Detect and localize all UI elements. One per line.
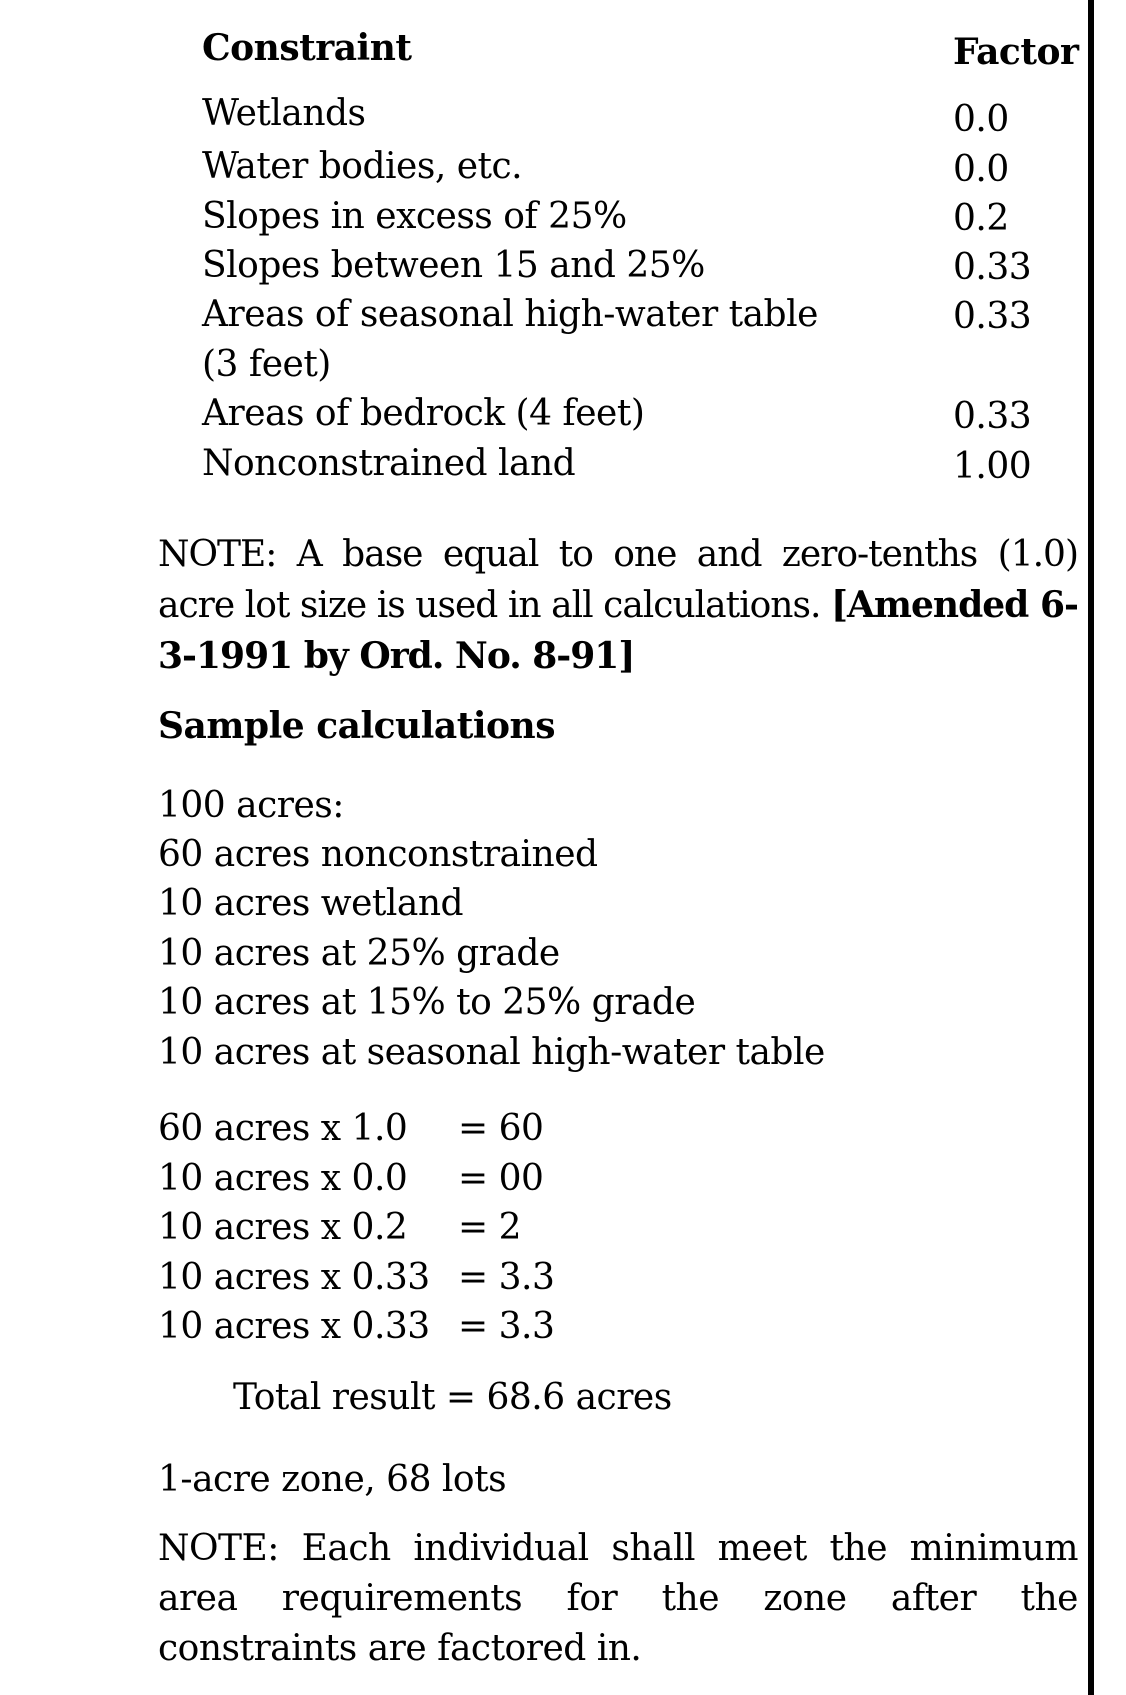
table-row-factor: 0.33 <box>953 296 1032 337</box>
total-result: Total result = 68.6 acres <box>233 1377 672 1418</box>
sample-line: 10 acres wetland <box>158 883 464 924</box>
table-row-constraint: Nonconstrained land <box>202 443 576 484</box>
note-text: NOTE: A base equal to one and zero-tenths (1.0) acre lot size is used in all calculations. <box>158 534 1078 626</box>
sample-line: 60 acres nonconstrained <box>158 834 598 875</box>
calculation-result: = 3.3 <box>458 1257 555 1298</box>
table-header-factor: Factor <box>953 31 1079 73</box>
sample-line: 100 acres: <box>158 785 344 826</box>
sample-line: 10 acres at 25% grade <box>158 933 560 974</box>
page-border-line <box>1088 0 1094 1695</box>
calculation-left-side: 10 acres x 0.2 <box>158 1207 408 1248</box>
calculation-left-side: 10 acres x 0.33 <box>158 1306 430 1347</box>
table-row-constraint: Slopes in excess of 25% <box>202 196 627 237</box>
calculation-result: = 2 <box>458 1207 522 1248</box>
table-row-factor: 0.0 <box>953 99 1009 140</box>
calculation-left-side: 60 acres x 1.0 <box>158 1108 408 1149</box>
table-row-factor: 0.33 <box>953 396 1032 437</box>
table-row-constraint: Areas of bedrock (4 feet) <box>202 393 645 434</box>
table-row-factor: 0.2 <box>953 198 1009 239</box>
note-amendment: [Amended 6-3-1991 by Ord. No. 8-91] <box>158 584 1078 677</box>
sample-line: 10 acres at 15% to 25% grade <box>158 982 696 1023</box>
calculation-left-side: 10 acres x 0.33 <box>158 1257 430 1298</box>
sample-calculations-heading: Sample calculations <box>158 705 555 747</box>
zone-lot-count: 1-acre zone, 68 lots <box>158 1459 507 1500</box>
calculation-left-side: 10 acres x 0.0 <box>158 1158 408 1199</box>
table-row-constraint: Slopes between 15 and 25% <box>202 245 705 286</box>
table-row-constraint: Areas of seasonal high-water table <box>202 294 818 335</box>
table-row-factor: 0.0 <box>953 149 1009 190</box>
table-row-constraint-continuation: (3 feet) <box>202 344 331 385</box>
table-row-constraint: Wetlands <box>202 93 366 134</box>
calculation-result: = 60 <box>458 1108 544 1149</box>
table-row-factor: 0.33 <box>953 247 1032 288</box>
calculation-result: = 00 <box>458 1158 544 1199</box>
table-row-factor: 1.00 <box>953 446 1032 487</box>
note-minimum-area: NOTE: Each individual shall meet the minimum area requirements for the zone after the constraints are factored in. <box>158 1528 1078 1669</box>
table-row-constraint: Water bodies, etc. <box>202 146 523 187</box>
note-base-lot-size <box>158 530 1078 682</box>
table-header-constraint: Constraint <box>202 27 412 69</box>
sample-line: 10 acres at seasonal high-water table <box>158 1032 825 1073</box>
calculation-result: = 3.3 <box>458 1306 555 1347</box>
